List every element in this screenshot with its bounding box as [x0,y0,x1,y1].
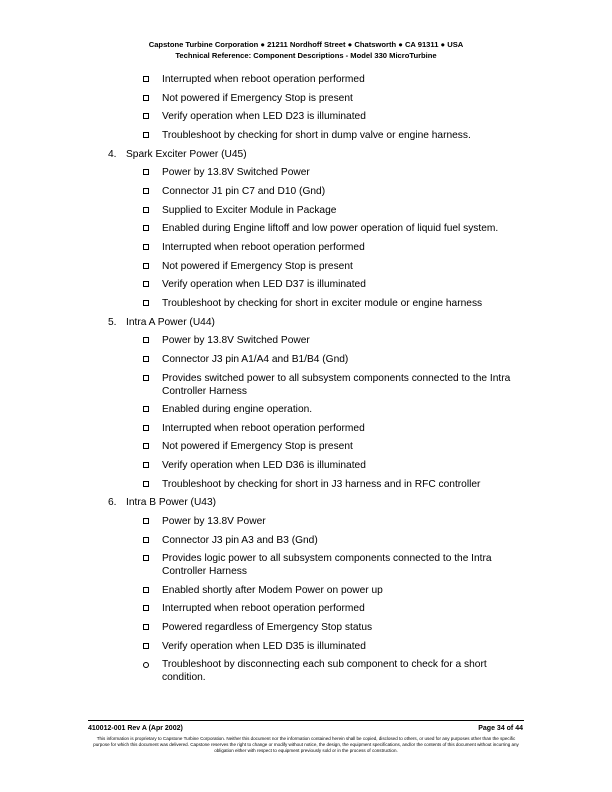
list-item: Power by 13.8V Switched Power [0,334,612,353]
list-item: Verify operation when LED D23 is illuminated [0,110,612,129]
footer-disclaimer: This information is proprietary to Capstone Turbine Corporation. Neither this document nor the information contained herein shall be copied, disclosed to others, or used for any purposes other than the specific purpose for which this document was delivered. Capstone reserves the right to change or modify without notice, the design, the equipment specifications, and/or the contents of this document without incurring any obligation either with respect to equipment previously sold or in the process of construction. [93,736,519,754]
list-item: Verify operation when LED D36 is illuminated [0,459,612,478]
header-title-line: Technical Reference: Component Descriptions - Model 330 MicroTurbine [175,51,437,60]
list-item: Interrupted when reboot operation performed [0,241,612,260]
list-item: Not powered if Emergency Stop is present [0,92,612,111]
checkbox-bullet-icon [143,281,149,287]
list-item: Interrupted when reboot operation performed [0,73,612,92]
checkbox-bullet-icon [143,225,149,231]
list-item: Enabled shortly after Modem Power on power up [0,584,612,603]
section-number: 5. [108,316,117,328]
section-number: 4. [108,148,117,160]
list-item: Verify operation when LED D35 is illuminated [0,640,612,659]
checkbox-bullet-icon [143,356,149,362]
list-item: Connector J3 pin A3 and B3 (Gnd) [0,534,612,553]
list-item: Powered regardless of Emergency Stop status [0,621,612,640]
list-item: Power by 13.8V Power [0,515,612,534]
checkbox-bullet-icon [143,443,149,449]
checkbox-bullet-icon [143,537,149,543]
list-item: Supplied to Exciter Module in Package [0,204,612,223]
checkbox-bullet-icon [143,207,149,213]
list-item: Not powered if Emergency Stop is present [0,440,612,459]
checkbox-bullet-icon [143,300,149,306]
footer-divider [88,720,524,721]
circle-bullet-icon [143,662,149,668]
checkbox-bullet-icon [143,337,149,343]
page-content [0,73,612,690]
checkbox-bullet-icon [143,406,149,412]
checkbox-bullet-icon [143,375,149,381]
section-title: Intra A Power (U44) [126,316,215,328]
checkbox-bullet-icon [143,624,149,630]
list-item: Enabled during engine operation. [0,403,612,422]
checkbox-bullet-icon [143,169,149,175]
list-item: Connector J1 pin C7 and D10 (Gnd) [0,185,612,204]
list-item: Power by 13.8V Switched Power [0,166,612,185]
section-heading [0,496,612,515]
checkbox-bullet-icon [143,462,149,468]
list-item: Troubleshoot by checking for short in exciter module or engine harness [0,297,612,316]
list-item: Troubleshoot by checking for short in dump valve or engine harness. [0,129,612,148]
checkbox-bullet-icon [143,555,149,561]
section-number: 6. [108,497,117,509]
list-item: Troubleshoot by disconnecting each sub component to check for a short condition. [0,658,612,689]
page-header [0,39,612,61]
checkbox-bullet-icon [143,425,149,431]
checkbox-bullet-icon [143,605,149,611]
section-title: Intra B Power (U43) [126,497,217,509]
list-item: Enabled during Engine liftoff and low power operation of liquid fuel system. [0,222,612,241]
checkbox-bullet-icon [143,95,149,101]
header-address-line: Capstone Turbine Corporation ● 21211 Nordhoff Street ● Chatsworth ● CA 91311 ● USA [148,40,464,49]
checkbox-bullet-icon [143,481,149,487]
list-item: Not powered if Emergency Stop is present [0,260,612,279]
list-item: Interrupted when reboot operation performed [0,422,612,441]
checkbox-bullet-icon [143,113,149,119]
list-item: Connector J3 pin A1/A4 and B1/B4 (Gnd) [0,353,612,372]
checkbox-bullet-icon [143,188,149,194]
checkbox-bullet-icon [143,643,149,649]
footer-page-number: Page 34 of 44 [478,725,523,732]
list-item: Provides logic power to all subsystem components connected to the Intra Controller Harness [0,552,612,583]
list-item: Troubleshoot by checking for short in J3 harness and in RFC controller [0,478,612,497]
section-heading [0,316,612,335]
section-heading [0,148,612,167]
checkbox-bullet-icon [143,587,149,593]
footer-document-id: 410012-001 Rev A (Apr 2002) [88,725,183,732]
section-title: Spark Exciter Power (U45) [126,148,247,160]
list-item: Provides switched power to all subsystem components connected to the Intra Controller Harness [0,372,612,403]
checkbox-bullet-icon [143,132,149,138]
list-item: Interrupted when reboot operation performed [0,602,612,621]
checkbox-bullet-icon [143,263,149,269]
checkbox-bullet-icon [143,76,149,82]
list-item: Verify operation when LED D37 is illuminated [0,278,612,297]
checkbox-bullet-icon [143,518,149,524]
checkbox-bullet-icon [143,244,149,250]
